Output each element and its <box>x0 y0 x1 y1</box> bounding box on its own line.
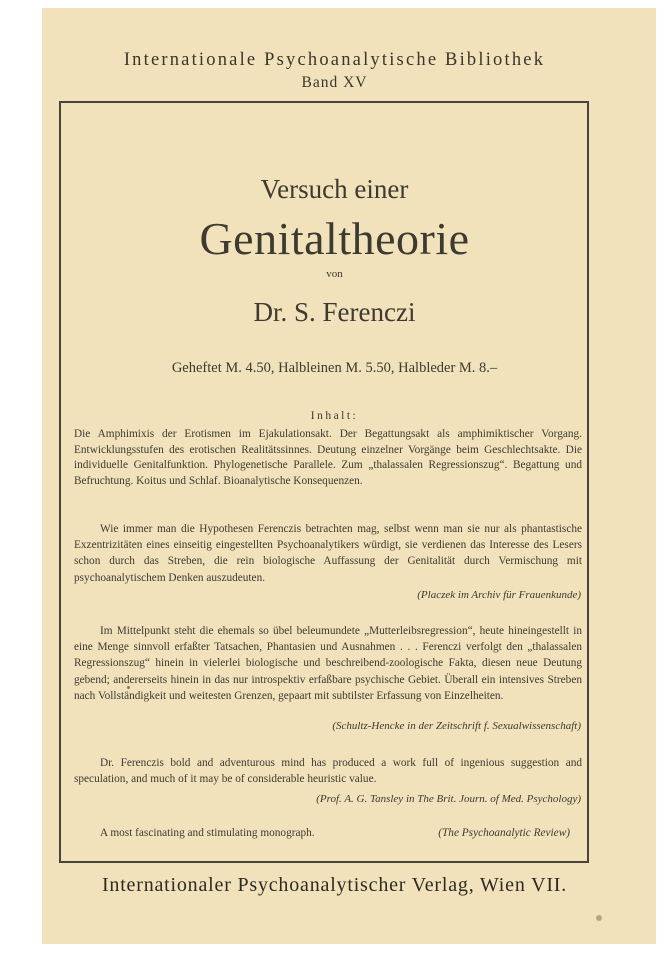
contents-text: Die Amphimixis der Erotismen im Ejakulationsakt. Der Begattungsakt als amphimiktischer Vorgang. Entwicklungsstufen des erotischen Realitätssinnes. Deutung einzelner Vorgänge beim Geschlechtsakte. Die individuelle Genitalfunktion. Phylogenetische Parallele. Zum „thalassalen Regressionszug“. Begattung und Befruchtung. Koitus und Schlaf. Bioanalytische Konsequenzen. <box>74 428 582 487</box>
by-label: von <box>326 268 343 280</box>
contents-heading: Inhalt: <box>310 410 359 422</box>
review-source-1: (Placzek im Archiv für Frauenkunde) <box>417 589 581 601</box>
review-quote-4: A most fascinating and stimulating monograph. <box>100 827 315 839</box>
review-quote-2: Im Mittelpunkt steht die ehemals so übel beleumundete „Mutterleibsregression“, heute hineingestellt in eine Menge sinnvoll erfaßter Tatsachen, Phantasien und Ausnahmen . . . Ferenczi verfolgt den „thalassalen Regressionszug“ hinein in vielerlei biologische und beschreibend-zoologische Fakta, diesen neue Deutung gebend; andererseits hinein in das nur introspektiv erfaßbare psychische Gebiet. Überall ein intensives Streben nach Vollständigkeit und weitesten Grenzen, gepaart mit subtilster Erfassung von Einzelheiten. <box>74 625 582 702</box>
paper-speck <box>127 686 130 689</box>
price-list: Geheftet M. 4.50, Halbleinen M. 5.50, Halbleder M. 8.– <box>171 360 498 376</box>
book-title-line1: Versuch einer <box>260 174 409 204</box>
review-source-2: (Schultz-Hencke in der Zeitschrift f. Sexualwissenschaft) <box>332 720 581 732</box>
series-title: Internationale Psychoanalytische Bibliothek <box>123 50 546 70</box>
author-name: Dr. S. Ferenczi <box>253 297 416 327</box>
volume-number: Band XV <box>301 74 368 91</box>
review-source-3: (Prof. A. G. Tansley in The Brit. Journ. of Med. Psychology) <box>316 793 581 805</box>
review-quote-1: Wie immer man die Hypothesen Ferenczis betrachten mag, selbst wenn man sie nur als phantastische Exzentrizitäten eines einseitig eingestellten Psychoanalytikers würdigt, sie verdienen das Interesse des Lesers schon durch das Streben, die rein biologische Auffassung der Genitalität durch Vermischung mit psychoanalytischem Denken auszudeuten. <box>74 523 582 584</box>
review-source-4: (The Psychoanalytic Review) <box>438 827 570 839</box>
review-4 <box>100 827 570 839</box>
review-quote-3: Dr. Ferenczis bold and adventurous mind has produced a work full of ingenious suggestion and speculation, and much of it may be of considerable heuristic value. <box>74 757 582 786</box>
book-title-line2: Genitaltheorie <box>199 213 470 264</box>
publisher-line: Internationaler Psychoanalytischer Verlag, Wien VII. <box>101 874 568 896</box>
paper-stain <box>596 915 602 921</box>
